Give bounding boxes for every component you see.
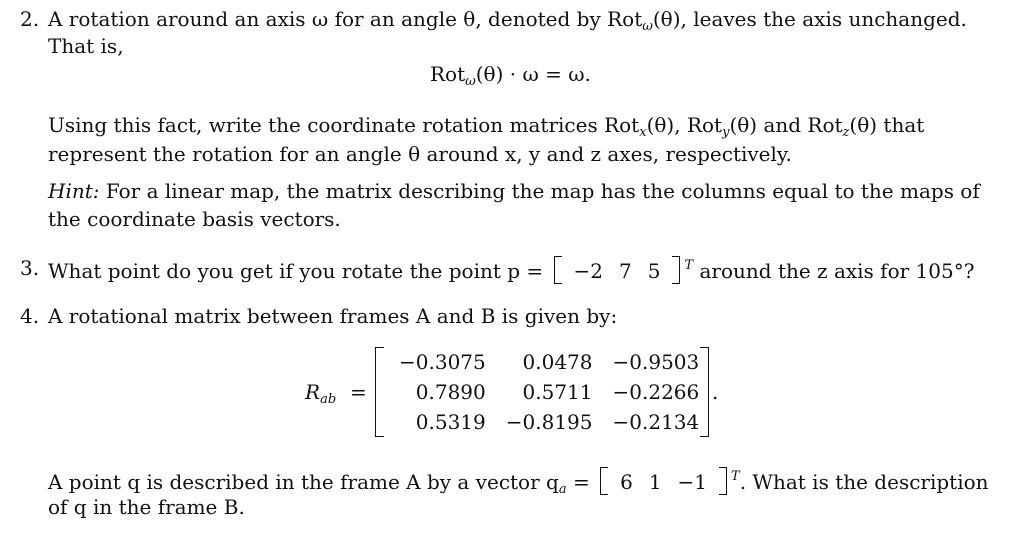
- matrix-cell: 0.5319: [415, 410, 486, 434]
- q2-number: 2.: [20, 7, 40, 31]
- qvec-right-bracket: [719, 467, 727, 495]
- q3-vector: −2 7 5: [573, 259, 661, 283]
- q4-after-line2: of q in the frame B.: [48, 495, 245, 519]
- q2-para-line1: Using this fact, write the coordinate rotation matrices Rot$_x$(θ), Rot$_y$(θ) and Rot$_z$(θ) that: [48, 113, 925, 140]
- q2-para-line2: represent the rotation for an angle θ around x, y and z axes, respectively.: [48, 142, 792, 166]
- matrix-lhs: $R_{ab}$: [305, 380, 337, 407]
- hint-label: Hint:: [48, 179, 100, 203]
- matrix-cell: −0.3075: [399, 350, 486, 374]
- matrix-row: [389, 407, 709, 437]
- matrix-cell: −0.8195: [505, 410, 593, 434]
- q2-line2: That is,: [48, 34, 124, 58]
- matrix-cell: 0.7890: [415, 380, 486, 404]
- q3-number: 3.: [20, 256, 40, 280]
- rotation-matrix: [375, 347, 709, 437]
- matrix-table: [389, 347, 709, 437]
- q4-number: 4.: [20, 304, 40, 328]
- matrix-cell: 0.5711: [522, 380, 593, 404]
- matrix-period: .: [712, 380, 719, 404]
- matrix-cell: 0.0478: [522, 350, 593, 374]
- qvec-left-bracket: [600, 467, 608, 495]
- q3-text: What point do you get if you rotate the point p = −2 7 5 $^T$ around the z axis for 105°?: [48, 258, 975, 283]
- matrix-cell: −0.2266: [612, 380, 700, 404]
- matrix-cell: −0.2134: [612, 410, 700, 434]
- matrix-equals: =: [350, 380, 367, 404]
- matrix-cell: −0.9503: [612, 350, 700, 374]
- q2-hint-line1: Hint: For a linear map, the matrix describing the map has the columns equal to the maps of: [48, 179, 980, 203]
- vector-right-bracket: [672, 256, 680, 284]
- matrix-left-bracket: [375, 347, 384, 437]
- matrix-right-bracket: [700, 347, 709, 437]
- q2-hint-line2: the coordinate basis vectors.: [48, 207, 341, 231]
- matrix-row: [389, 347, 709, 377]
- q2-equation: Rot$_\omega$(θ) · ω = ω.: [430, 62, 591, 89]
- q4-vector: 6 1 −1: [620, 470, 708, 494]
- q2-line1: A rotation around an axis ω for an angle θ, denoted by Rot$_\omega$(θ), leaves the axis unchanged.: [48, 7, 967, 34]
- q4-after-line1: A point q is described in the frame A by a vector $q_a = 6$ 1 −1 $^T$. What is the description: [48, 469, 989, 497]
- q4-text: A rotational matrix between frames A and B is given by:: [48, 304, 618, 328]
- vector-left-bracket: [554, 256, 562, 284]
- matrix-row: [389, 377, 709, 407]
